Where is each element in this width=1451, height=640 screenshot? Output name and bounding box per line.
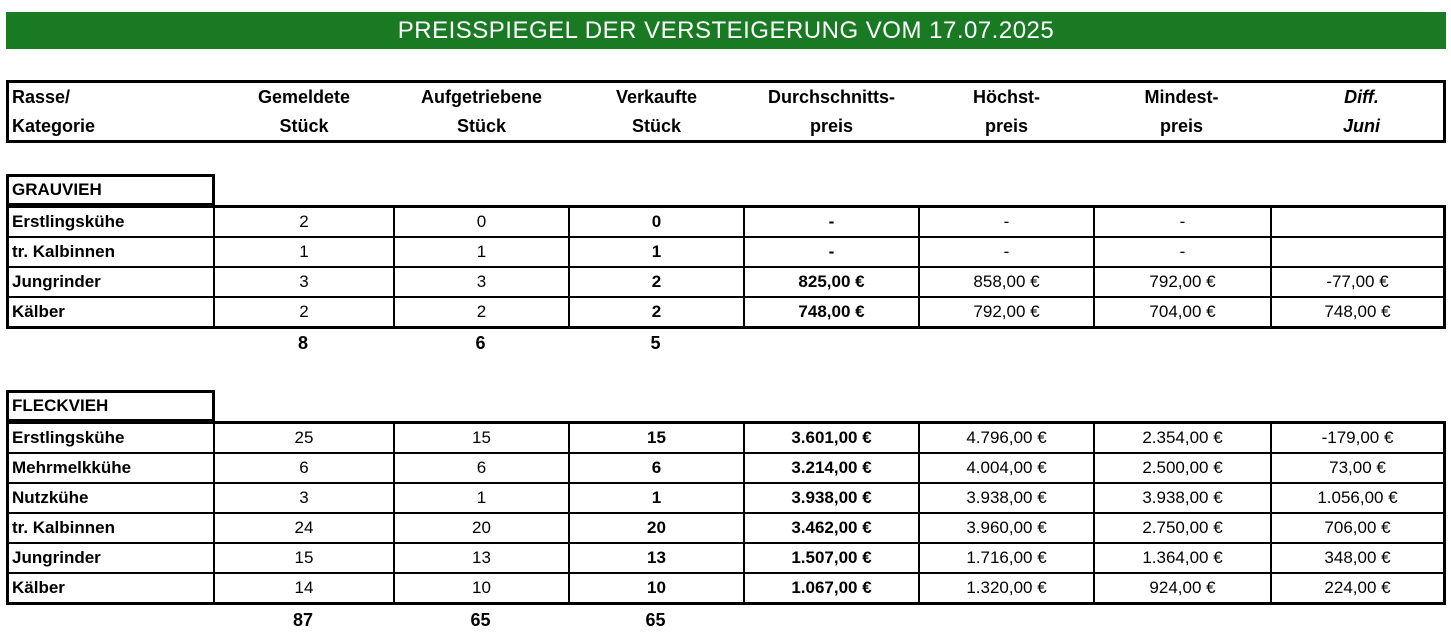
cell-hoechstpreis: 1.320,00 € — [918, 574, 1093, 602]
cell-hoechstpreis: 4.004,00 € — [918, 454, 1093, 482]
cell-category: Erstlingskühe — [6, 208, 213, 236]
cell-mindestpreis: 2.750,00 € — [1093, 514, 1270, 542]
cell-category: tr. Kalbinnen — [6, 238, 213, 266]
cell-verkaufte: 20 — [568, 514, 743, 542]
cell-hoechstpreis: 4.796,00 € — [918, 424, 1093, 452]
cell-hoechstpreis: - — [918, 208, 1093, 236]
total-aufgetriebene: 65 — [470, 610, 491, 630]
cell-durchschnittspreis: - — [743, 238, 918, 266]
cell-mindestpreis: 704,00 € — [1093, 298, 1270, 326]
cell-durchschnittspreis: 825,00 € — [743, 268, 918, 296]
total-gemeldete: 87 — [292, 610, 314, 630]
table-row — [6, 208, 1446, 236]
cell-durchschnittspreis: 3.462,00 € — [743, 514, 918, 542]
table-row — [6, 512, 1446, 542]
cell-durchschnittspreis: 748,00 € — [743, 298, 918, 326]
cell-hoechstpreis: 792,00 € — [918, 298, 1093, 326]
section-label-grauvieh: GRAUVIEH — [6, 174, 215, 206]
cell-gemeldete: 2 — [213, 298, 393, 326]
cell-gemeldete: 25 — [213, 424, 393, 452]
header-gemeldete-stueck: Gemeldete Stück — [257, 86, 351, 136]
table-row — [6, 572, 1446, 602]
header-diff-juni: Diff. Juni — [1342, 86, 1380, 136]
cell-category: Kälber — [6, 298, 213, 326]
cell-mindestpreis: 1.364,00 € — [1093, 544, 1270, 572]
cell-diff-juni — [1270, 238, 1446, 266]
cell-aufgetriebene: 10 — [393, 574, 568, 602]
cell-category: Jungrinder — [6, 268, 213, 296]
table-row — [6, 452, 1446, 482]
cell-durchschnittspreis: 3.601,00 € — [743, 424, 918, 452]
total-gemeldete: 8 — [297, 333, 308, 353]
cell-aufgetriebene: 1 — [393, 484, 568, 512]
section-label-fleckvieh: FLECKVIEH — [6, 390, 215, 422]
header-mindestpreis: Mindest- preis — [1144, 86, 1219, 136]
section-table-fleckvieh — [6, 421, 1446, 605]
table-row — [6, 296, 1446, 326]
cell-durchschnittspreis: - — [743, 208, 918, 236]
cell-mindestpreis: 3.938,00 € — [1093, 484, 1270, 512]
cell-aufgetriebene: 6 — [393, 454, 568, 482]
cell-diff-juni: -77,00 € — [1270, 268, 1446, 296]
cell-diff-juni: 748,00 € — [1270, 298, 1446, 326]
header-hoechstpreis: Höchst- preis — [973, 86, 1040, 136]
cell-hoechstpreis: 3.938,00 € — [918, 484, 1093, 512]
cell-diff-juni: 1.056,00 € — [1270, 484, 1446, 512]
cell-category: Jungrinder — [6, 544, 213, 572]
cell-gemeldete: 14 — [213, 574, 393, 602]
table-header — [6, 80, 1446, 143]
header-rasse-kategorie: Rasse/ Kategorie — [12, 86, 96, 136]
cell-diff-juni: -179,00 € — [1270, 424, 1446, 452]
cell-gemeldete: 6 — [213, 454, 393, 482]
header-verkaufte-stueck: Verkaufte Stück — [615, 86, 698, 136]
cell-verkaufte: 0 — [568, 208, 743, 236]
cell-durchschnittspreis: 1.067,00 € — [743, 574, 918, 602]
cell-verkaufte: 1 — [568, 484, 743, 512]
cell-diff-juni — [1270, 208, 1446, 236]
table-row — [6, 482, 1446, 512]
header-durchschnittspreis: Durchschnitts- preis — [767, 86, 895, 136]
cell-aufgetriebene: 1 — [393, 238, 568, 266]
cell-mindestpreis: 2.500,00 € — [1093, 454, 1270, 482]
cell-hoechstpreis: 1.716,00 € — [918, 544, 1093, 572]
cell-mindestpreis: - — [1093, 238, 1270, 266]
cell-gemeldete: 15 — [213, 544, 393, 572]
cell-aufgetriebene: 20 — [393, 514, 568, 542]
cell-verkaufte: 2 — [568, 268, 743, 296]
page-title: PREISSPIEGEL DER VERSTEIGERUNG VOM 17.07.2025 — [6, 12, 1446, 49]
cell-hoechstpreis: - — [918, 238, 1093, 266]
cell-mindestpreis: 2.354,00 € — [1093, 424, 1270, 452]
cell-mindestpreis: 924,00 € — [1093, 574, 1270, 602]
section-table-grauvieh — [6, 205, 1446, 329]
total-verkaufte: 5 — [650, 333, 661, 353]
cell-verkaufte: 10 — [568, 574, 743, 602]
table-row — [6, 424, 1446, 452]
cell-gemeldete: 3 — [213, 268, 393, 296]
cell-durchschnittspreis: 1.507,00 € — [743, 544, 918, 572]
cell-aufgetriebene: 13 — [393, 544, 568, 572]
cell-hoechstpreis: 3.960,00 € — [918, 514, 1093, 542]
table-row — [6, 542, 1446, 572]
cell-verkaufte: 1 — [568, 238, 743, 266]
cell-mindestpreis: 792,00 € — [1093, 268, 1270, 296]
cell-category: Kälber — [6, 574, 213, 602]
cell-verkaufte: 13 — [568, 544, 743, 572]
cell-diff-juni: 73,00 € — [1270, 454, 1446, 482]
table-row — [6, 236, 1446, 266]
cell-category: Erstlingskühe — [6, 424, 213, 452]
cell-verkaufte: 2 — [568, 298, 743, 326]
cell-hoechstpreis: 858,00 € — [918, 268, 1093, 296]
cell-category: tr. Kalbinnen — [6, 514, 213, 542]
total-aufgetriebene: 6 — [475, 333, 486, 353]
cell-durchschnittspreis: 3.938,00 € — [743, 484, 918, 512]
cell-verkaufte: 6 — [568, 454, 743, 482]
cell-category: Nutzkühe — [6, 484, 213, 512]
cell-diff-juni: 224,00 € — [1270, 574, 1446, 602]
cell-mindestpreis: - — [1093, 208, 1270, 236]
table-row — [6, 266, 1446, 296]
cell-category: Mehrmelkkühe — [6, 454, 213, 482]
cell-gemeldete: 24 — [213, 514, 393, 542]
cell-gemeldete: 1 — [213, 238, 393, 266]
cell-verkaufte: 15 — [568, 424, 743, 452]
cell-diff-juni: 706,00 € — [1270, 514, 1446, 542]
cell-durchschnittspreis: 3.214,00 € — [743, 454, 918, 482]
cell-aufgetriebene: 3 — [393, 268, 568, 296]
cell-aufgetriebene: 15 — [393, 424, 568, 452]
cell-aufgetriebene: 0 — [393, 208, 568, 236]
header-aufgetriebene-stueck: Aufgetriebene Stück — [420, 86, 543, 136]
cell-diff-juni: 348,00 € — [1270, 544, 1446, 572]
total-verkaufte: 65 — [645, 610, 666, 630]
cell-gemeldete: 3 — [213, 484, 393, 512]
cell-gemeldete: 2 — [213, 208, 393, 236]
cell-aufgetriebene: 2 — [393, 298, 568, 326]
